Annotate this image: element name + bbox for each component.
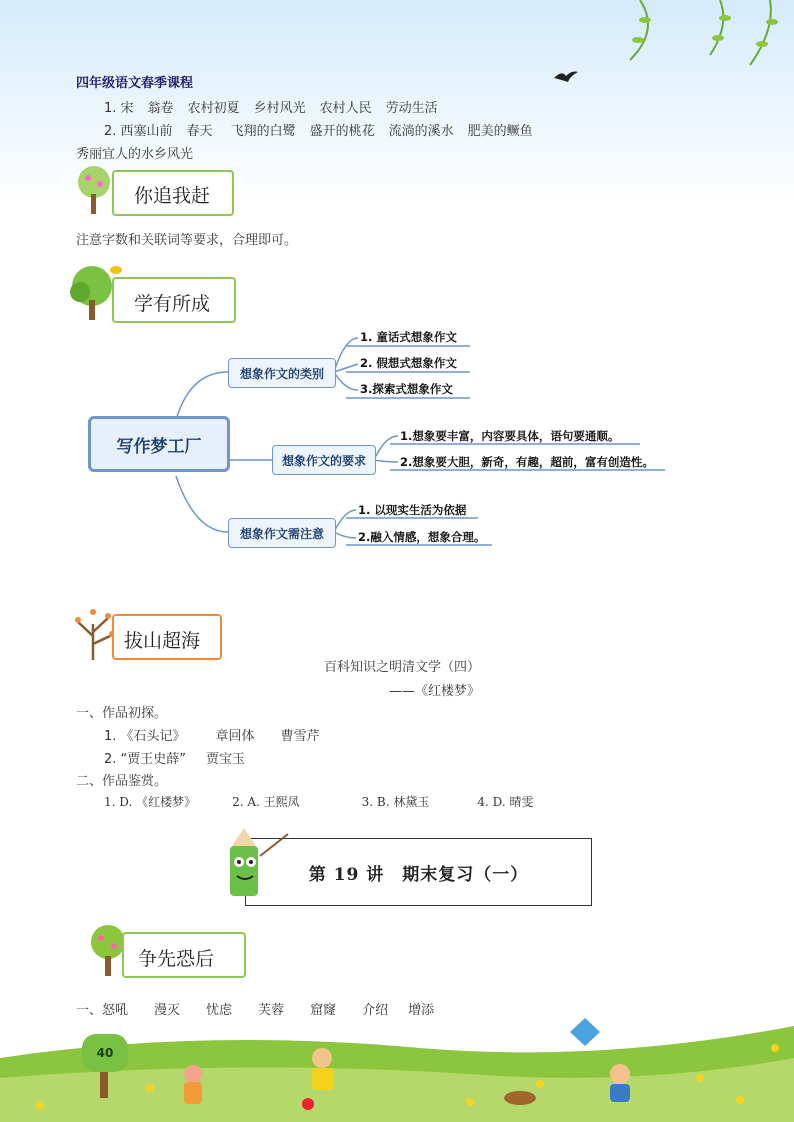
answer-line-1 <box>104 97 452 116</box>
section-title-excel: 拔山超海 <box>124 630 201 652</box>
answer-word: 漫灭 <box>154 1003 181 1018</box>
answer-word: 1. D. 《红楼梦》 <box>104 795 197 809</box>
branch-tree-icon <box>68 604 118 662</box>
answer-word: 2. “贾王史薛” <box>104 752 187 767</box>
answer-word: 介绍 <box>362 1003 389 1018</box>
part2-heading: 二、作品鉴赏。 <box>76 774 168 789</box>
child-with-kite-icon <box>610 1064 630 1084</box>
answer-word: 1. 《石头记》 <box>104 729 186 744</box>
answer-line-3: 秀丽宜人的水乡风光 <box>76 147 194 162</box>
answer-word: 春天 <box>186 124 213 139</box>
section-title-learned: 学有所成 <box>134 293 211 315</box>
answer-word: 4. D. 晴雯 <box>477 795 534 809</box>
mindmap-leaf: 2. 假想式想象作文 <box>360 356 457 370</box>
part1-heading: 一、作品初探。 <box>76 706 168 721</box>
answer-word: 2. 西塞山前 <box>104 124 173 139</box>
answer-word: 忧虑 <box>206 1003 233 1018</box>
mindmap-branch-requirements: 想象作文的要求 <box>272 445 376 475</box>
part1-line2 <box>104 748 259 767</box>
mindmap-branch-notes: 想象作文需注意 <box>228 518 336 548</box>
boy-figure-icon <box>312 1048 332 1068</box>
part2-answers <box>104 793 547 810</box>
answer-word: 肥美的鳜鱼 <box>467 124 533 139</box>
willow-branches-decoration <box>600 0 794 70</box>
answer-word: 乡村风光 <box>253 101 306 116</box>
mindmap-leaf: 2.融入情感，想象合理。 <box>358 530 486 544</box>
answer-word: 增添 <box>408 1003 435 1018</box>
answer-word: 2. A. 王熙凤 <box>232 795 300 809</box>
page-number-post <box>100 1072 108 1098</box>
answer-line-2 <box>104 120 547 139</box>
answer-word: 曹雪芹 <box>280 729 320 744</box>
answer-word: 窟窿 <box>310 1003 337 1018</box>
girl-figure-icon <box>184 1065 202 1083</box>
article-title: 百科知识之明清文学（四） <box>324 660 481 675</box>
answer-word: 飞翔的白鹭 <box>230 124 296 139</box>
section-note: 注意字数和关联词等要求，合理即可。 <box>76 233 298 248</box>
section4-answers <box>76 999 448 1018</box>
pencil-mascot-icon <box>214 826 290 908</box>
ball-icon <box>302 1098 314 1110</box>
mindmap-leaf: 2.想象要大胆，新奇，有趣，超前，富有创造性。 <box>400 455 654 469</box>
answer-word: 翁卷 <box>147 101 174 116</box>
answer-word: 3. B. 林黛玉 <box>361 795 430 809</box>
answer-word: 1. 宋 <box>104 101 134 116</box>
part1-line1 <box>104 725 334 744</box>
mindmap-leaf: 1.想象要丰富，内容要具体，语句要通顺。 <box>400 429 620 443</box>
lesson-title-box: 第 19 讲 期末复习（一） <box>245 838 592 906</box>
answer-word: 芙蓉 <box>258 1003 285 1018</box>
article-subtitle: ——《红楼梦》 <box>389 684 481 699</box>
mindmap-leaf: 3.探索式想象作文 <box>360 382 453 396</box>
answer-word: 一、怒吼 <box>76 1003 129 1018</box>
mindmap-leaf: 1. 以现实生活为依据 <box>358 503 467 517</box>
kite-icon <box>570 1018 600 1046</box>
mindmap-branch-types: 想象作文的类别 <box>228 358 336 388</box>
dog-icon <box>504 1091 536 1105</box>
answer-word: 农村初夏 <box>187 101 240 116</box>
tree-icon <box>70 164 118 216</box>
page-number-badge: 40 <box>82 1034 128 1072</box>
course-title: 四年级语文春季课程 <box>76 76 194 91</box>
answer-word: 劳动生活 <box>385 101 438 116</box>
section-title-catch-up: 你追我赶 <box>134 185 211 207</box>
mindmap-center-node: 写作梦工厂 <box>88 416 230 472</box>
section-title-compete: 争先恐后 <box>138 948 215 970</box>
answer-word: 盛开的桃花 <box>309 124 375 139</box>
swallow-icon <box>552 68 580 88</box>
answer-word: 流淌的溪水 <box>388 124 454 139</box>
answer-word: 章回体 <box>215 729 255 744</box>
answer-word: 贾宝玉 <box>206 752 246 767</box>
mindmap-leaf: 1. 童话式想象作文 <box>360 330 457 344</box>
answer-word: 农村人民 <box>319 101 372 116</box>
